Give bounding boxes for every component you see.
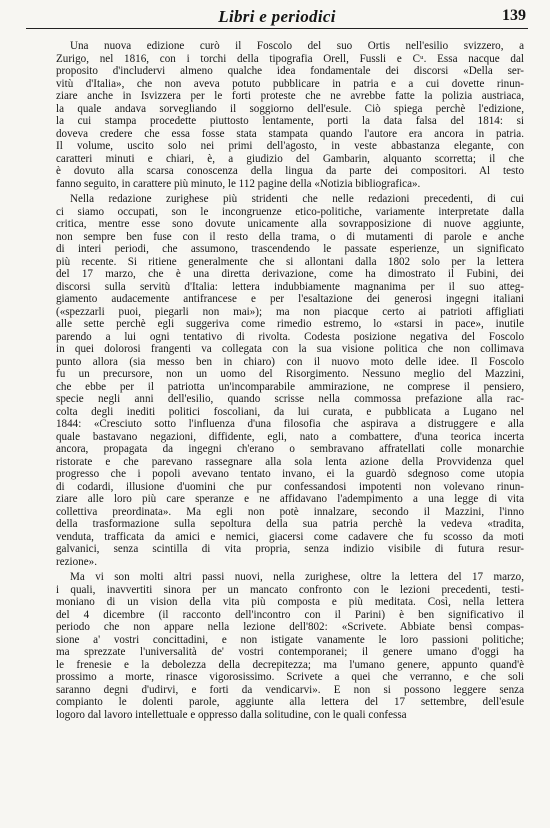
text-line: è dovuto alla scarsa conoscenza della lingua da parte dei compositori. Al testo bbox=[56, 165, 524, 177]
text-line: Ma vi son molti altri passi nuovi, nella zurighese, oltre la lettera del 17 marzo, bbox=[70, 571, 524, 583]
text-line: fu un precursore, non un uomo del Risorgimento. Nessuno meglio del Mazzini, bbox=[56, 368, 524, 380]
text-line: moniano di un vision della vita più composta e più meditata. Così, nella lettera bbox=[56, 596, 524, 608]
text-line: quale bastavano negazioni, diffidente, egli, nato a combattere, d'una teorica incerta bbox=[56, 430, 524, 443]
text-line: della trasformazione sulla sepoltura della sua patria perchè la vedeva «tradita, bbox=[56, 518, 524, 530]
text-line: di codardi, illusione d'uomini che pur confessandosi impotenti non volevano rinun- bbox=[56, 480, 524, 493]
text-line: galvanici, senza scintilla di vita propria, senza indizio visibile di futura resur- bbox=[56, 543, 524, 555]
text-line: alle sette perchè egli suggeriva come rimedio estremo, lo «starsi in pace», inutile bbox=[56, 318, 524, 330]
text-line: Zurigo, nel 1816, con i torchi della tipografia Orell, Fussli e Cᵘ. Essa nacque dal bbox=[56, 52, 524, 65]
text-line: ziare anche in Isvizzera per le forti proteste che ne avrebbe fatte la polizia austriaca, bbox=[56, 90, 524, 102]
text-line: del 17 marzo, che è una diretta derivazione, come ha dimostrato il Fubini, dei bbox=[56, 268, 524, 280]
text-line: Il volume, uscito solo nei primi dell'agosto, in veste abbastanza elegante, con bbox=[56, 140, 524, 152]
text-line: rezione». bbox=[56, 555, 97, 568]
text-line: vitù d'Italia», che non aveva potuto pubblicare in patria e a cui dovette rinun- bbox=[56, 77, 524, 90]
text-line: collettiva preordinata». Ma egli non potè innalzare, secondo il Mazzini, l'inno bbox=[56, 505, 524, 518]
text-line: venduta, trafficata da amici e nemici, giacersi come cadavere che fu scosso da moti bbox=[56, 530, 524, 543]
text-line: la quale andava sorvegliando il soggiorno dell'esule. Ciò spiega perchè l'edizione, bbox=[56, 102, 524, 115]
text-line: Nella redazione zurighese più stridenti che nelle redazioni precedenti, di cui bbox=[70, 193, 524, 205]
text-line: discorsi sulla servitù d'Italia: lettera indubbiamente magnanima per il suo atteg- bbox=[56, 280, 524, 293]
text-line: le frenesie e la debolezza della decrepitezza; ma l'umano genere, appunto quand'è bbox=[56, 658, 524, 671]
text-line: periodo che non appare nella lezione dell'802: «Scrivete. Abbiate bensì compas- bbox=[56, 621, 524, 633]
page-number: 139 bbox=[502, 7, 526, 24]
text-line: colta degli inediti politici foscoliani, da lui curata, e pubblicata a Lugano nel bbox=[56, 405, 524, 418]
text-line: proposito d'includervi almeno qualche idea fondamentale dei discorsi «Della ser- bbox=[56, 65, 524, 77]
text-line: ristorate e che parevano rassegnare alla sola lenta azione della Provvidenza quel bbox=[56, 455, 524, 468]
paragraph bbox=[56, 571, 524, 721]
text-line: Una nuova edizione curò il Foscolo del suo Ortis nell'esilio svizzero, a bbox=[70, 40, 524, 52]
text-line: specie negli anni dell'esilio, quando scrisse nella commossa prefazione alla rac- bbox=[56, 393, 524, 405]
text-line: più recente. Si ritiene generalmente che si allontani dalla 1802 solo per la lettera bbox=[56, 255, 524, 268]
text-line: sione a' vostri concittadini, e non istigate vanamente le loro passioni politiche; bbox=[56, 633, 524, 646]
text-line: compianto le dolenti parole, aggiunte alla lettera del 17 settembre, dell'esule bbox=[56, 696, 524, 708]
text-line: ziare alle loro più care speranze e ne affidavano l'adempimento a una legge di vita bbox=[56, 493, 524, 505]
running-head bbox=[26, 6, 528, 29]
text-line: parendo a lui ogni tentativo di rivolta. Codesta posizione negativa del Foscolo bbox=[56, 330, 524, 343]
body-text bbox=[56, 40, 524, 721]
text-line: i quali, inavvertiti sinora per un mancato confronto con le lezioni precedenti, testi- bbox=[56, 583, 524, 596]
text-line: progresso che i popoli avevano tentato invano, ei la guardò sdegnoso come utopia bbox=[56, 468, 524, 480]
text-line: («spezzarli puoi, piegarli non mai»); ma non piacque certo ai patrioti affigliati bbox=[56, 305, 524, 318]
text-line: saranno degni d'udirvi, e forti da vendicarvi». E non si possono leggere senza bbox=[56, 683, 524, 696]
text-line: critica, mentre esse sono dovute unicamente alla sovrapposizione di nuove aggiunte, bbox=[56, 218, 524, 230]
text-line: del 4 dicembre (il racconto dell'incontro con il Parini) è ben significativo il bbox=[56, 608, 524, 621]
text-line: caratteri minuti e chiari, è, a giudizio del Gambarin, alquanto scorretta; il che bbox=[56, 152, 524, 165]
text-line: fanno seguito, in carattere più minuto, le 112 pagine della «Notizia bibliografica». bbox=[56, 177, 421, 190]
paragraph bbox=[56, 40, 524, 190]
text-line: che ebbe per il patriotta un'incomparabile ammirazione, ne comprese il pensiero, bbox=[56, 380, 524, 393]
text-line: ancora, propagata da ingegni ch'erano o sembravano affratellati colle monarchie bbox=[56, 443, 524, 455]
text-line: la cui stampa procedette piuttosto lentamente, porti la data falsa del 1814: si bbox=[56, 115, 524, 127]
text-line: punto allora (sia messo ben in chiaro) con il nuovo moto delle idee. Il Foscolo bbox=[56, 355, 524, 368]
text-line: logoro dal lavoro intellettuale e oppresso dalla solitudine, con le quali confessa bbox=[56, 708, 407, 721]
text-line: di interi periodi, che assumono, trascendendo le passate esperienze, un significato bbox=[56, 243, 524, 255]
text-line: non sempre ben fuse con il resto della trama, o di mutamenti di parole e anche bbox=[56, 230, 524, 243]
text-line: doveva credere che essa fosse stata stampata quando l'autore era ancora in patria. bbox=[56, 127, 524, 140]
text-line: ci siamo occupati, son le incongruenze etico-politiche, variamente interpretate dalla bbox=[56, 205, 524, 218]
text-line: giamento audacemente antifrancese e per l'esaltazione dei generosi ingegni italiani bbox=[56, 293, 524, 305]
text-line: 1844: «Cresciuto sotto l'influenza d'una filosofia che aspirava a distruggere e alla bbox=[56, 418, 524, 430]
paragraph bbox=[56, 193, 524, 568]
running-title: Libri e periodici bbox=[218, 7, 336, 26]
text-line: ma sprezzate l'universalità de' vostri contemporanei; il genere umano d'oggi ha bbox=[56, 646, 524, 658]
text-line: in quei dolorosi frangenti va collegata con la sua visione politica che non collimava bbox=[56, 343, 524, 355]
text-line: prossimo a morte, rinasce vigorosissimo. Scrivete a quei che verranno, e che soli bbox=[56, 671, 524, 683]
